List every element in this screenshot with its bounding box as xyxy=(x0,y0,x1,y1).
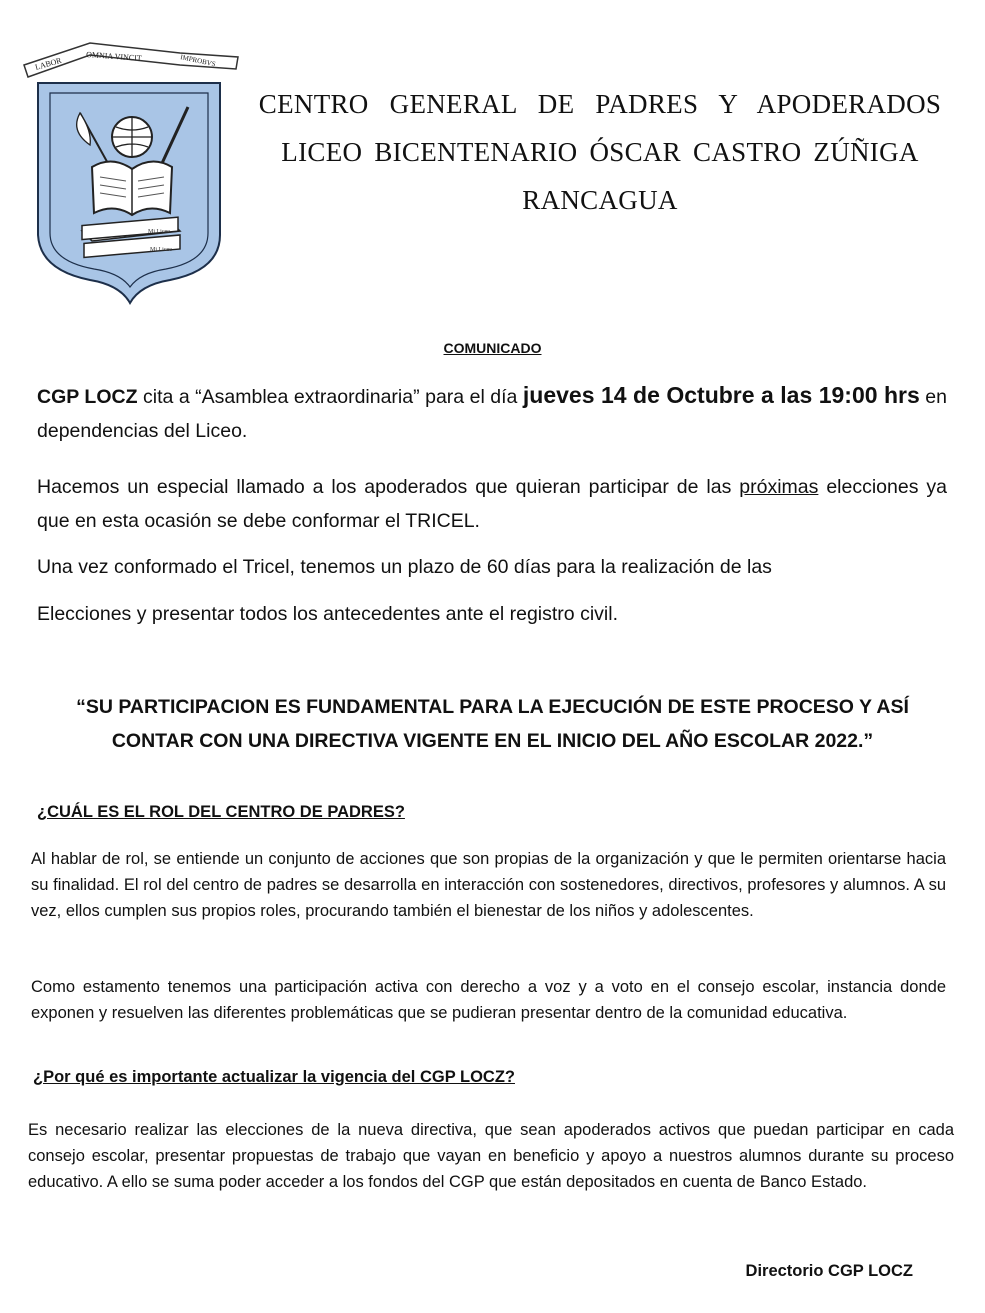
elections-paragraph: Elecciones y presentar todos los antecedentes ante el registro civil. xyxy=(37,603,618,625)
motto-word-1: LABOR xyxy=(34,55,63,72)
section-role-paragraph-1: Al hablar de rol, se entiende un conjunto de acciones que son propias de la organización y que le permiten orientarse hacia su finalidad. El rol del centro de padres se desarrolla en interacción con sostenedores, directivos, profesores y alumnos. A su vez, ellos cumplen sus propios roles, procurando también el bienestar de los niños y adolescentes. xyxy=(31,850,946,920)
section-importance-title: ¿Por qué es importante actualizar la vigencia del CGP LOCZ? xyxy=(33,1068,515,1086)
header-line-organization: CENTRO GENERAL DE PADRES Y APODERADOS xyxy=(258,89,942,119)
announcement-paragraph xyxy=(37,378,947,448)
tricel-deadline-paragraph: Una vez conformado el Tricel, tenemos un plazo de 60 días para la realización de las xyxy=(37,556,772,578)
tricel-call-before: Hacemos un especial llamado a los apoderados que quieran participar de las xyxy=(37,476,740,498)
header-line-city: RANCAGUA xyxy=(522,185,678,215)
section-role-title: ¿CUÁL ES EL ROL DEL CENTRO DE PADRES? xyxy=(37,803,405,821)
announcement-date: jueves 14 de Octubre a las 19:00 hrs xyxy=(522,382,920,408)
open-book-icon xyxy=(92,161,172,215)
motto-word-3: IMPROBVS xyxy=(179,53,217,69)
comunicado-title: COMUNICADO xyxy=(443,340,542,356)
school-crest-logo xyxy=(20,35,245,315)
section-importance-paragraph: Es necesario realizar las elecciones de la nueva directiva, que sean apoderados activos que puedan participar en cada consejo escolar, presentar propuestas de trabajo que vayan en beneficio y apoyo a nuestros alumnos durante su proceso educativo. A ello se suma poder acceder a los fondos del CGP que están depositados en cuenta de Banco Estado. xyxy=(28,1121,954,1191)
announcement-text-a: cita a “Asamblea extraordinaria” para el día xyxy=(137,386,523,408)
header-title xyxy=(255,80,945,224)
globe-icon xyxy=(112,117,152,157)
signature: Directorio CGP LOCZ xyxy=(745,1262,913,1280)
participation-quote: “SU PARTICIPACION ES FUNDAMENTAL PARA LA EJECUCIÓN DE ESTE PROCESO Y ASÍ CONTAR CON UNA DIRECTIVA VIGENTE EN EL INICIO DEL AÑO ESCOLAR 2022.” xyxy=(76,696,909,752)
tricel-call-after: elecciones ya que en esta ocasión se debe conformar el TRICEL. xyxy=(37,476,947,532)
announcement-org: CGP LOCZ xyxy=(37,386,138,408)
motto-word-2: OMNIA VINCIT xyxy=(85,50,142,63)
book-label: Mi Liceo xyxy=(148,229,171,235)
announcement-text-b: en dependencias del Liceo. xyxy=(37,386,947,442)
book-label: Mi Liceo xyxy=(150,247,173,253)
tricel-call-paragraph xyxy=(37,470,947,538)
motto-ribbon xyxy=(24,43,238,77)
tricel-call-underlined: próximas xyxy=(739,476,819,498)
section-role-paragraph-2: Como estamento tenemos una participación activa con derecho a voz y a voto en el consejo escolar, instancia donde exponen y resuelven las diferentes problemáticas que se pudieran presentar dentro de la comunidad educativa. xyxy=(31,978,946,1022)
header-line-school: LICEO BICENTENARIO ÓSCAR CASTRO ZÚÑIGA xyxy=(281,137,919,167)
